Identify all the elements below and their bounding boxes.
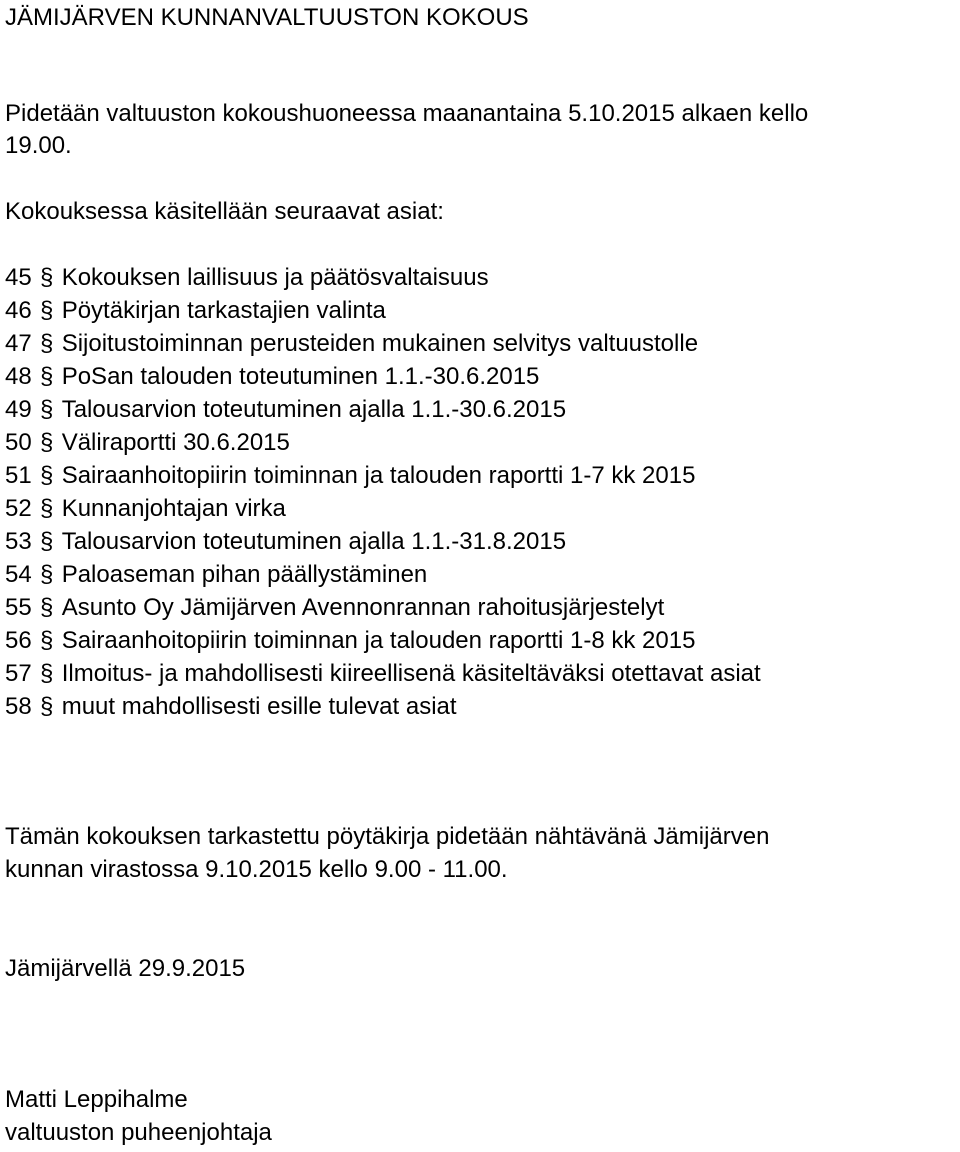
- section-symbol: §: [40, 693, 54, 720]
- agenda-item: [5, 660, 761, 688]
- agenda-item: [5, 627, 695, 655]
- section-symbol: §: [40, 594, 54, 621]
- agenda-item-number: 57: [5, 660, 32, 687]
- section-symbol: §: [40, 462, 54, 489]
- agenda-item-number: 47: [5, 330, 32, 357]
- agenda-item-text: muut mahdollisesti esille tulevat asiat: [61, 693, 457, 720]
- intro-line-2: 19.00.: [5, 132, 72, 159]
- agenda-item: [5, 594, 664, 622]
- document-title: JÄMIJÄRVEN KUNNANVALTUUSTON KOKOUS: [5, 4, 529, 31]
- agenda-item-text: Pöytäkirjan tarkastajien valinta: [61, 297, 386, 324]
- agenda-item-text: Kunnanjohtajan virka: [61, 495, 286, 522]
- agenda-heading: Kokouksessa käsitellään seuraavat asiat:: [5, 198, 444, 225]
- agenda-item-number: 45: [5, 264, 32, 291]
- agenda-item-number: 51: [5, 462, 32, 489]
- section-symbol: §: [40, 297, 54, 324]
- section-symbol: §: [40, 330, 54, 357]
- agenda-item-text: Paloaseman pihan päällystäminen: [61, 561, 428, 588]
- intro-line-1: Pidetään valtuuston kokoushuoneessa maanantaina 5.10.2015 alkaen kello: [5, 100, 809, 127]
- agenda-item-number: 49: [5, 396, 32, 423]
- signer-name: Matti Leppihalme: [5, 1086, 188, 1113]
- agenda-item-text: Sairaanhoitopiirin toiminnan ja talouden raportti 1-8 kk 2015: [61, 627, 696, 654]
- section-symbol: §: [40, 627, 54, 654]
- agenda-item-text: Ilmoitus- ja mahdollisesti kiireellisenä käsiteltäväksi otettavat asiat: [61, 660, 761, 687]
- agenda-item-text: Asunto Oy Jämijärven Avennonrannan rahoitusjärjestelyt: [61, 594, 665, 621]
- agenda-item-number: 55: [5, 594, 32, 621]
- section-symbol: §: [40, 396, 54, 423]
- section-symbol: §: [40, 561, 54, 588]
- section-symbol: §: [40, 528, 54, 555]
- agenda-item-text: Kokouksen laillisuus ja päätösvaltaisuus: [61, 264, 489, 291]
- agenda-item-text: Sairaanhoitopiirin toiminnan ja talouden raportti 1-7 kk 2015: [61, 462, 696, 489]
- agenda-item-number: 56: [5, 627, 32, 654]
- section-symbol: §: [40, 363, 54, 390]
- agenda-item: [5, 693, 457, 721]
- agenda-item-number: 54: [5, 561, 32, 588]
- section-symbol: §: [40, 660, 54, 687]
- agenda-item: [5, 363, 539, 391]
- agenda-item-number: 50: [5, 429, 32, 456]
- agenda-item: [5, 495, 286, 523]
- minutes-line-2: kunnan virastossa 9.10.2015 kello 9.00 - 11.00.: [5, 856, 508, 883]
- agenda-item-number: 53: [5, 528, 32, 555]
- agenda-item: [5, 330, 698, 358]
- agenda-item: [5, 297, 386, 325]
- section-symbol: §: [40, 264, 54, 291]
- agenda-item-text: Väliraportti 30.6.2015: [61, 429, 290, 456]
- agenda-item-text: PoSan talouden toteutuminen 1.1.-30.6.2015: [61, 363, 540, 390]
- agenda-item-number: 52: [5, 495, 32, 522]
- section-symbol: §: [40, 495, 54, 522]
- section-symbol: §: [40, 429, 54, 456]
- agenda-item: [5, 429, 290, 457]
- agenda-item: [5, 264, 489, 292]
- agenda-item-text: Talousarvion toteutuminen ajalla 1.1.-30.6.2015: [61, 396, 567, 423]
- minutes-line-1: Tämän kokouksen tarkastettu pöytäkirja pidetään nähtävänä Jämijärven: [5, 823, 770, 850]
- place-date: Jämijärvellä 29.9.2015: [5, 955, 246, 982]
- agenda-item: [5, 561, 427, 589]
- agenda-item: [5, 396, 566, 424]
- agenda-item-number: 46: [5, 297, 32, 324]
- signer-title: valtuuston puheenjohtaja: [5, 1119, 272, 1146]
- agenda-item-text: Talousarvion toteutuminen ajalla 1.1.-31.8.2015: [61, 528, 567, 555]
- agenda-item-number: 58: [5, 693, 32, 720]
- agenda-item: [5, 528, 566, 556]
- agenda-item-text: Sijoitustoiminnan perusteiden mukainen selvitys valtuustolle: [61, 330, 699, 357]
- agenda-item-number: 48: [5, 363, 32, 390]
- agenda-item: [5, 462, 695, 490]
